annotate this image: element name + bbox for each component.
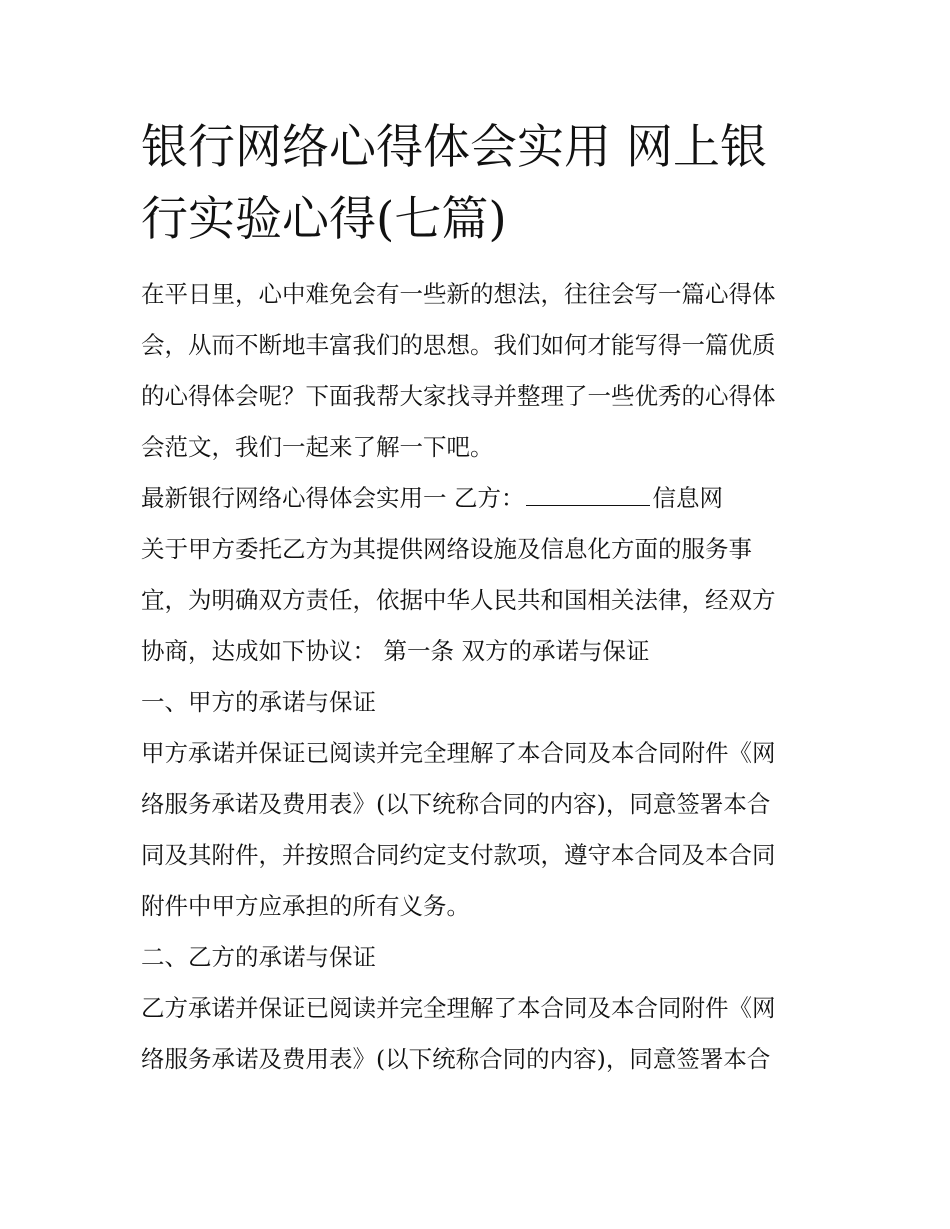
- intro-line-4: 会范文，我们一起来了解一下吧。: [141, 433, 494, 461]
- section-one-paragraph: [141, 728, 811, 932]
- party-line: [141, 473, 811, 524]
- title-line-1: 银行网络心得体会实用 网上银: [141, 120, 767, 175]
- party-suffix: 信息网: [652, 484, 723, 512]
- agreement-line-2: 宜，为明确双方责任，依据中华人民共和国相关法律，经双方: [141, 586, 776, 614]
- intro-line-2: 会，从而不断地丰富我们的思想。我们如何才能写得一篇优质: [141, 331, 776, 359]
- agreement-line-1: 关于甲方委托乙方为其提供网络设施及信息化方面的服务事: [141, 535, 752, 563]
- section-one-line-2: 络服务承诺及费用表》(以下统称合同的内容)，同意签署本合: [141, 790, 771, 818]
- intro-line-1: 在平日里，心中难免会有一些新的想法，往往会写一篇心得体: [141, 280, 776, 308]
- agreement-paragraph: [141, 524, 811, 677]
- section-two-line-2: 络服务承诺及费用表》(以下统称合同的内容)，同意签署本合: [141, 1045, 771, 1073]
- section-one-line-4: 附件中甲方应承担的所有义务。: [141, 892, 470, 920]
- section-two-line-1: 乙方承诺并保证已阅读并完全理解了本合同及本合同附件《网: [141, 994, 776, 1022]
- party-label: 最新银行网络心得体会实用一 乙方：: [141, 484, 525, 512]
- intro-paragraph: [141, 269, 811, 473]
- title-line-2: 行实验心得(七篇): [141, 192, 507, 247]
- section-one-line-1: 甲方承诺并保证已阅读并完全理解了本合同及本合同附件《网: [141, 739, 776, 767]
- document-title: [141, 112, 811, 256]
- party-blank-underline: [526, 483, 650, 506]
- section-one-line-3: 同及其附件，并按照合同约定支付款项，遵守本合同及本合同: [141, 841, 776, 869]
- document-body: [141, 269, 811, 1085]
- agreement-line-3: 协商，达成如下协议： 第一条 双方的承诺与保证: [141, 637, 650, 665]
- section-two-paragraph: [141, 983, 811, 1085]
- document-content: [141, 112, 811, 1085]
- intro-line-3: 的心得体会呢？下面我帮大家找寻并整理了一些优秀的心得体: [141, 382, 776, 410]
- section-one-heading: 一、甲方的承诺与保证: [141, 688, 376, 716]
- section-two-heading: 二、乙方的承诺与保证: [141, 943, 376, 971]
